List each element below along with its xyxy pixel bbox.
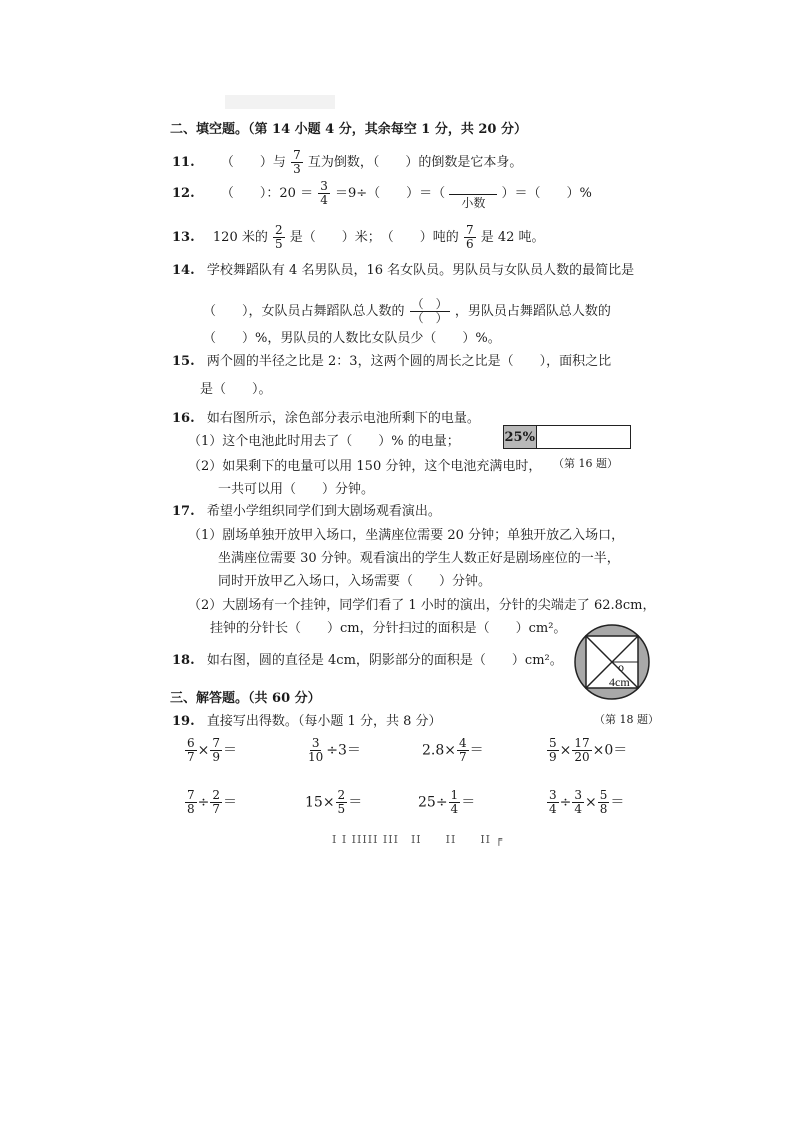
q12-decimal-blank: 小数 [449, 180, 497, 211]
battery-charge-fill [504, 426, 537, 448]
q16-caption: （第 16 题） [553, 457, 618, 470]
q13-part-a: 120 米的 [212, 230, 268, 245]
battery-diagram [503, 425, 631, 449]
question-15-line-1 [172, 353, 611, 371]
q17-part-1b: 坐满座位需要 30 分钟。观看演出的学生人数正好是剧场座位的一半， [218, 551, 620, 566]
q13-number: 13. [172, 230, 195, 245]
diameter-label: 4cm [609, 675, 630, 689]
question-12 [172, 180, 592, 211]
q16-number: 16. [172, 411, 195, 426]
q17-part-2b: 挂钟的分针长（ ）cm，分针扫过的面积是（ ）cm²。 [210, 621, 567, 636]
calc-item-2: $\frac{3}{10}$ ÷3＝ [308, 736, 361, 764]
q17-part-1a: （1）剧场单独开放甲入场口，坐满座位需要 20 分钟；单独开放乙入场口， [188, 528, 625, 543]
q17-number: 17. [172, 504, 195, 519]
calc-item-7: 25÷ $\frac{1}{4}$ ＝ [418, 788, 476, 816]
q11-fraction: $\frac{7}{3}$ [293, 148, 301, 176]
q14-text-2a: （ ），女队员占舞蹈队总人数的 [203, 304, 405, 319]
question-18 [172, 652, 563, 670]
calc-item-6: 15× $\frac{2}{5}$ ＝ [305, 788, 363, 816]
q13-part-b: 是（ ）米； （ ）吨的 [289, 230, 459, 245]
question-14-line-3: （ ）%，男队员的人数比女队员少（ ）%。 [203, 331, 501, 346]
q11-part-a: （ ）与 [220, 155, 286, 170]
q13-fraction-2: $\frac{7}{6}$ [465, 223, 474, 251]
q12-part-b: ＝9÷（ ）＝（ [335, 186, 446, 201]
q15-number: 15. [172, 354, 195, 369]
q13-fraction-1: $\frac{2}{5}$ [275, 223, 283, 251]
q14-text-2b: ，男队员占舞蹈队总人数的 [454, 304, 611, 319]
q11-number: 11. [172, 155, 195, 170]
calc-item-8: $\frac{3}{4}$ ÷ $\frac{3}{4}$ × $\frac{5}{8}$ ＝ [549, 788, 625, 816]
section-2-title: 二、填空题。（第 14 小题 4 分，其余每空 1 分，共 20 分） [170, 122, 527, 137]
question-16-intro [172, 410, 480, 428]
center-label: o [618, 660, 624, 674]
q15-text-1: 两个圆的半径之比是 2：3，这两个圆的周长之比是（ ），面积之比 [206, 354, 612, 369]
q12-part-c: ）＝（ ）% [501, 186, 592, 201]
q19-number: 19. [172, 714, 195, 729]
q17-part-1c: 同时开放甲乙入场口，入场需要（ ）分钟。 [218, 574, 492, 589]
question-13 [172, 224, 545, 251]
circle-square-diagram [572, 620, 652, 710]
q11-part-b: 互为倒数，（ ）的倒数是它本身。 [307, 155, 523, 170]
question-14-line-1 [172, 262, 634, 280]
battery-label: 25% [504, 429, 535, 445]
q13-part-c: 是 42 吨。 [480, 230, 545, 245]
q18-caption: （第 18 题） [594, 713, 659, 726]
section-3-title: 三、解答题。（共 60 分） [170, 691, 321, 706]
q12-part-a: （ ）：20 ＝ [220, 186, 314, 201]
page-footer: I I IIIII III II II II ╒ [332, 833, 504, 846]
calc-item-3: 2.8× $\frac{4}{7}$ ＝ [422, 736, 484, 764]
question-14-line-2 [203, 298, 611, 325]
q17-text: 希望小学组织同学们到大剧场观看演出。 [206, 504, 441, 519]
question-11 [172, 149, 522, 176]
q12-number: 12. [172, 186, 195, 201]
calc-item-5: $\frac{7}{8}$ ÷ $\frac{2}{7}$ ＝ [187, 788, 238, 816]
q16-text: 如右图所示，涂色部分表示电池所剩下的电量。 [206, 411, 480, 426]
q17-part-2a: （2）大剧场有一个挂钟，同学们看了 1 小时的演出，分针的尖端走了 62.8cm， [188, 598, 656, 613]
question-15-line-2: 是（ ）。 [200, 382, 272, 397]
q14-number: 14. [172, 263, 195, 278]
q18-number: 18. [172, 653, 195, 668]
q14-blank-fraction: $\frac{( )}{( )}$ [411, 297, 448, 325]
q16-part-1: （1）这个电池此时用去了（ ）% 的电量； [188, 434, 460, 449]
question-17-intro [172, 503, 441, 521]
q14-text-1: 学校舞蹈队有 4 名男队员，16 名女队员。男队员与女队员人数的最简比是 [206, 263, 635, 278]
q16-part-2-cont: 一共可以用（ ）分钟。 [218, 482, 375, 497]
calc-item-1: $\frac{6}{7}$ × $\frac{7}{9}$ ＝ [187, 736, 238, 764]
q12-fraction: $\frac{3}{4}$ [320, 179, 328, 207]
faint-smudge [225, 95, 335, 109]
q16-part-2: （2）如果剩下的电量可以用 150 分钟，这个电池充满电时， [188, 459, 542, 474]
q19-text: 直接写出得数。（每小题 1 分，共 8 分） [206, 714, 442, 729]
question-19 [172, 713, 441, 731]
calc-item-4: $\frac{5}{9}$ × $\frac{17}{20}$ ×0＝ [549, 736, 628, 764]
q18-text: 如右图，圆的直径是 4cm，阴影部分的面积是（ ）cm²。 [206, 653, 563, 668]
